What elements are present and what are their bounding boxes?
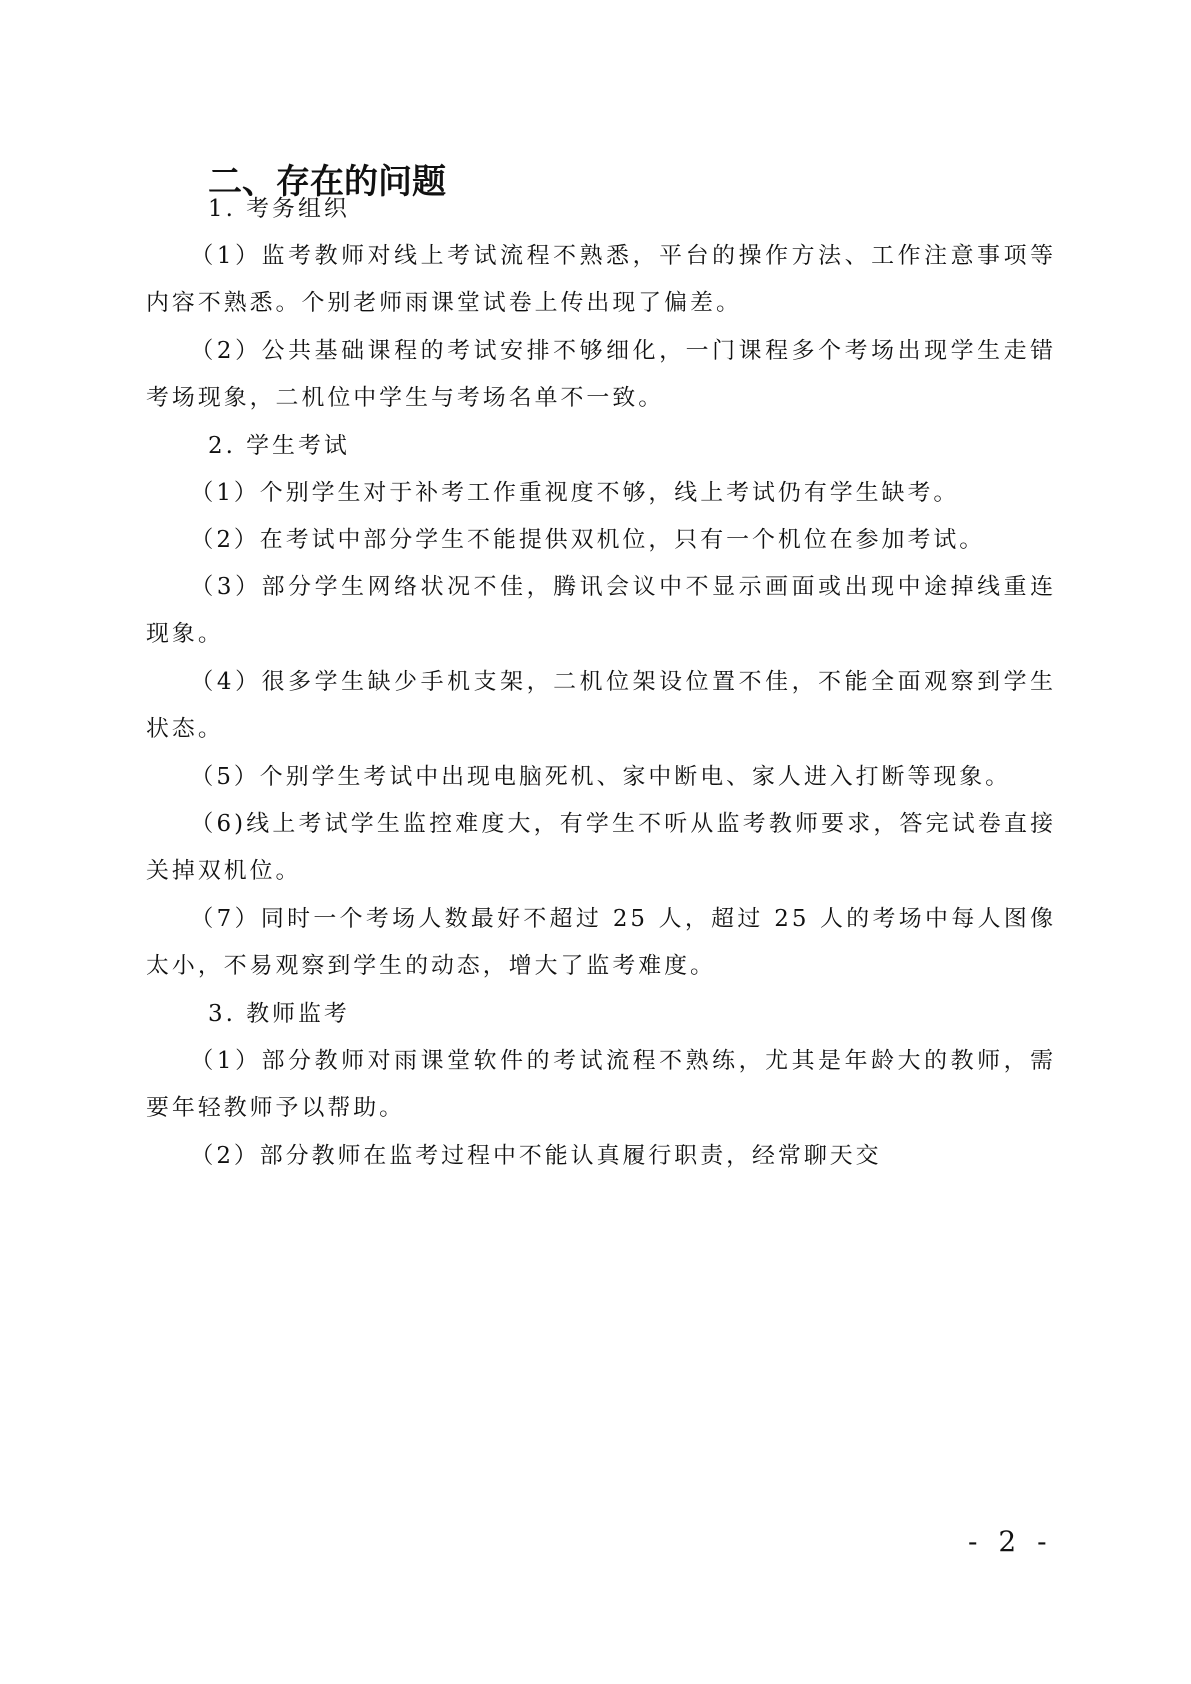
paragraph-student-exam-4: （4）很多学生缺少手机支架，二机位架设位置不佳，不能全面观察到学生状态。: [146, 669, 1056, 743]
paragraph-student-exam-6: （6)线上考试学生监控难度大，有学生不听从监考教师要求，答完试卷直接关掉双机位。: [146, 811, 1056, 885]
paragraph-student-exam-1: （1）个别学生对于补考工作重视度不够，线上考试仍有学生缺考。: [190, 480, 960, 506]
paragraph-student-exam-2: （2）在考试中部分学生不能提供双机位，只有一个机位在参加考试。: [190, 527, 986, 553]
paragraph-student-exam-3: （3）部分学生网络状况不佳，腾讯会议中不显示画面或出现中途掉线重连现象。: [146, 574, 1056, 648]
paragraph-teacher-proctoring-2: （2）部分教师在监考过程中不能认真履行职责，经常聊天交: [190, 1143, 882, 1169]
paragraph-student-exam-7: （7）同时一个考场人数最好不超过 25 人，超过 25 人的考场中每人图像太小，不易观察到学生的动态，增大了监考难度。: [146, 906, 1056, 980]
paragraph-teacher-proctoring-1: （1）部分教师对雨课堂软件的考试流程不熟练，尤其是年龄大的教师，需要年轻教师予以帮助。: [146, 1048, 1056, 1122]
section-heading: 二、存在的问题: [208, 162, 446, 202]
page-number: - 2 -: [968, 1525, 1053, 1558]
subsection-title-teacher-proctoring: 3. 教师监考: [208, 1001, 350, 1027]
subsection-title-student-exam: 2. 学生考试: [208, 433, 350, 459]
subsection-title-exam-affairs: 1. 考务组织: [208, 196, 350, 222]
paragraph-student-exam-5: （5）个别学生考试中出现电脑死机、家中断电、家人进入打断等现象。: [190, 764, 1012, 790]
paragraph-exam-affairs-2: （2）公共基础课程的考试安排不够细化，一门课程多个考场出现学生走错考场现象，二机位中学生与考场名单不一致。: [146, 338, 1056, 412]
paragraph-exam-affairs-1: （1）监考教师对线上考试流程不熟悉，平台的操作方法、工作注意事项等内容不熟悉。个别老师雨课堂试卷上传出现了偏差。: [146, 243, 1056, 317]
